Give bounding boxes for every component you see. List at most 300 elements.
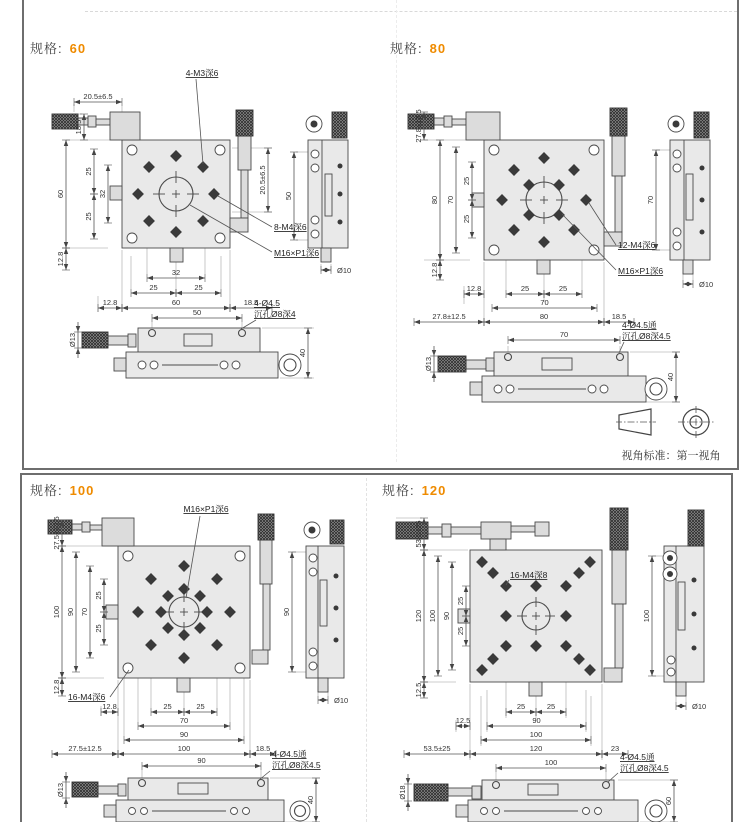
dim-arrow: [506, 292, 512, 296]
leader-note: 12-M4深6: [618, 240, 656, 250]
hole: [506, 385, 514, 393]
part: [444, 116, 452, 127]
part: [494, 352, 628, 376]
dim-label: 20.5±6.5: [83, 92, 113, 101]
hole: [673, 242, 681, 250]
dim-arrow: [88, 566, 92, 572]
dim-label: 25: [84, 167, 93, 176]
part: [263, 584, 270, 650]
dim-arrow: [266, 148, 270, 154]
micrometer-knurl: [396, 522, 428, 539]
part: [448, 788, 472, 796]
dim-arrow: [464, 640, 468, 646]
part: [110, 112, 140, 140]
part: [683, 260, 693, 274]
hole: [309, 648, 317, 656]
dim-arrow: [224, 306, 230, 310]
dim-arrow: [530, 710, 536, 714]
dim-arrow: [487, 724, 493, 728]
part: [321, 248, 331, 262]
hole: [311, 164, 319, 172]
hole: [589, 245, 599, 255]
part: [511, 526, 535, 532]
dim-label: 90: [66, 607, 75, 617]
dim-arrow: [292, 152, 296, 158]
dim-label: 80: [539, 312, 549, 321]
dim-arrow: [585, 738, 591, 742]
dim-label: 90: [532, 716, 541, 725]
part: [238, 136, 251, 170]
dim-label: 18.5: [611, 312, 627, 321]
hole: [231, 808, 238, 815]
dim-label: 25: [196, 702, 205, 711]
dim-arrow: [454, 147, 458, 153]
dim-arrow: [82, 114, 86, 120]
hole: [338, 220, 343, 225]
dim-label: 70: [80, 607, 89, 617]
hole: [235, 663, 245, 673]
dim-arrow: [147, 276, 153, 280]
leader-note: 16-M4深6: [68, 692, 106, 702]
part: [98, 786, 118, 794]
projection-symbols: [616, 406, 726, 440]
dim-label: 25: [149, 283, 158, 292]
dim-label: 20.5±6.5: [258, 165, 267, 195]
hole: [309, 554, 317, 562]
hole: [667, 571, 673, 577]
part: [128, 778, 268, 800]
dim-arrow: [255, 764, 261, 768]
dim-arrow: [481, 738, 487, 742]
part: [72, 524, 82, 530]
hole: [700, 198, 705, 203]
hole: [692, 578, 697, 583]
micrometer-knurl: [694, 112, 709, 138]
leader-note: 4-Ø4.5: [254, 298, 280, 308]
dim-label: 27.8±12.5: [414, 109, 423, 143]
dim-label: 12.8: [102, 298, 118, 307]
part: [470, 382, 482, 395]
dim-arrow: [422, 676, 426, 682]
dim-label: 100: [529, 730, 543, 739]
dim-arrow: [314, 816, 318, 822]
dim-arrow: [60, 672, 64, 678]
dim-arrow: [230, 306, 236, 310]
dim-arrow: [64, 140, 68, 146]
hole: [309, 662, 317, 670]
dim-arrow: [238, 738, 244, 742]
dim-arrow: [266, 206, 270, 212]
spec-heading-80: [390, 38, 446, 57]
dim-label: Ø10: [334, 696, 349, 705]
dim-arrow: [292, 234, 296, 240]
hole: [311, 230, 319, 238]
projection-note-text: 视角标准：第一视角: [621, 450, 721, 462]
dim-arrow: [404, 752, 410, 756]
dim-label: 25: [456, 626, 465, 636]
dim-label: 60: [171, 298, 181, 307]
hole: [334, 638, 339, 643]
part: [490, 539, 506, 550]
dim-label: 70: [446, 195, 455, 205]
dim-arrow: [470, 162, 474, 168]
dim-arrow: [492, 306, 498, 310]
part: [456, 805, 468, 817]
part: [88, 116, 96, 127]
dim-label: 25: [546, 702, 556, 711]
spec-value-60: 60: [69, 41, 87, 56]
dim-arrow: [596, 752, 602, 756]
hole: [311, 150, 319, 158]
hole: [232, 361, 240, 369]
dim-arrow: [322, 698, 328, 702]
part: [535, 522, 549, 536]
dim-arrow: [598, 320, 604, 324]
part: [306, 546, 344, 678]
dim-arrow: [52, 752, 58, 756]
dim-label: 100: [544, 758, 558, 767]
dim-label: 90: [179, 730, 189, 739]
part: [318, 678, 328, 692]
part: [482, 780, 614, 800]
dim-label: 40: [306, 795, 315, 805]
spec-value-80: 80: [429, 41, 447, 56]
part: [170, 248, 183, 262]
hole: [150, 361, 158, 369]
dim-label: Ø10: [699, 280, 714, 289]
spec-value-100: 100: [69, 483, 95, 498]
dim-arrow: [64, 242, 68, 248]
dim-arrow: [211, 710, 217, 714]
dim-label: 25: [516, 702, 526, 711]
hole: [600, 385, 608, 393]
dim-label: 25: [163, 702, 172, 711]
dim-arrow: [88, 652, 92, 658]
leader-note: M16×P1深6: [274, 248, 320, 258]
spec-value-120: 120: [421, 483, 447, 498]
leader-note: M16×P1深6: [618, 266, 664, 276]
dim-arrow: [184, 710, 190, 714]
hole: [127, 145, 137, 155]
dim-label: 27.5±12.5: [52, 516, 61, 550]
part: [104, 805, 116, 817]
dim-arrow: [454, 247, 458, 253]
hole: [692, 612, 697, 617]
dim-arrow: [74, 666, 78, 672]
dim-arrow: [650, 556, 654, 562]
hole: [338, 192, 343, 197]
dim-arrow: [290, 552, 294, 558]
part: [529, 682, 542, 696]
dim-arrow: [560, 710, 566, 714]
hole: [215, 233, 225, 243]
spec-heading-60: [30, 38, 86, 57]
dim-arrow: [325, 268, 331, 272]
dim-label: 70: [540, 298, 549, 307]
dim-label: 25: [456, 596, 465, 606]
dim-arrow: [450, 562, 454, 568]
part: [260, 540, 272, 584]
dim-label: Ø10: [337, 266, 352, 275]
hole: [123, 551, 133, 561]
dim-arrow: [224, 724, 230, 728]
dim-arrow: [170, 291, 176, 295]
dim-label: 90: [282, 607, 291, 617]
dim-arrow: [176, 291, 182, 295]
part: [486, 358, 494, 371]
dim-arrow: [106, 165, 110, 171]
dim-label: 100: [642, 609, 651, 623]
part: [676, 682, 686, 696]
dim-arrow: [199, 276, 205, 280]
dim-arrow: [314, 778, 318, 784]
spec-heading-100: [30, 480, 94, 499]
dim-label: 25: [462, 176, 471, 186]
dim-label: 12.8: [430, 262, 439, 278]
leader-note: 沉孔Ø8深4: [254, 309, 296, 319]
hole: [673, 228, 681, 236]
micrometer-knurl: [258, 514, 274, 540]
part: [252, 650, 268, 664]
dim-label: Ø13: [68, 332, 77, 348]
dim-arrow: [306, 328, 310, 334]
hole: [235, 551, 245, 561]
hole: [673, 150, 681, 158]
dim-label: 100: [428, 609, 437, 623]
micrometer-knurl: [414, 784, 448, 801]
part: [452, 119, 466, 125]
drawing-spec-80: [380, 56, 736, 412]
part: [138, 328, 260, 352]
dim-arrow: [536, 710, 542, 714]
dim-arrow: [591, 306, 597, 310]
hole: [141, 808, 148, 815]
dim-arrow: [122, 306, 128, 310]
hole: [215, 145, 225, 155]
dim-label: 60: [56, 189, 65, 199]
dim-label: 40: [298, 348, 307, 358]
dim-arrow: [116, 100, 122, 104]
dim-arrow: [92, 194, 96, 200]
dim-label: 25: [462, 214, 471, 224]
dim-label: 90: [197, 756, 206, 765]
dim-arrow: [600, 766, 606, 770]
dim-label: 60: [664, 796, 673, 806]
dim-arrow: [178, 710, 184, 714]
dim-label: 18.5: [255, 744, 271, 753]
dim-label: 12.5: [414, 682, 423, 698]
dim-label: Ø13: [424, 356, 433, 372]
hole: [673, 121, 680, 128]
part: [110, 186, 122, 200]
dim-arrow: [138, 724, 144, 728]
dim-arrow: [576, 292, 582, 296]
hole: [595, 808, 602, 815]
dim-arrow: [438, 254, 442, 260]
dim-arrow: [484, 320, 490, 324]
part: [108, 336, 128, 345]
hole: [129, 808, 136, 815]
spec-label: 规格:: [382, 483, 415, 498]
dim-arrow: [672, 816, 676, 822]
part: [466, 112, 500, 140]
dim-label: 50: [192, 308, 202, 317]
dim-label: 32: [171, 268, 181, 277]
dim-label: 23: [610, 744, 620, 753]
hole: [220, 361, 228, 369]
dim-label: 100: [52, 605, 61, 619]
spec-label: 规格:: [390, 41, 423, 56]
hole: [311, 216, 319, 224]
dim-arrow: [687, 282, 693, 286]
leader-note: 沉孔Ø8深4.5: [622, 331, 671, 341]
part: [102, 518, 134, 546]
dim-arrow: [102, 612, 106, 618]
hole: [334, 574, 339, 579]
leader-note: 沉孔Ø8深4.5: [620, 763, 669, 773]
spec-label: 规格:: [30, 41, 63, 56]
part: [612, 136, 625, 176]
dim-label: 120: [529, 744, 543, 753]
leader-note: 沉孔Ø8深4.5: [272, 760, 321, 770]
dim-arrow: [152, 316, 158, 320]
dim-label: Ø13: [56, 782, 65, 798]
hole: [583, 808, 590, 815]
dim-arrow: [102, 579, 106, 585]
hole: [588, 385, 596, 393]
dim-arrow: [244, 752, 250, 756]
dim-label: 25: [520, 284, 530, 293]
micrometer-knurl: [688, 510, 704, 546]
part: [434, 118, 444, 125]
dim-arrow: [650, 670, 654, 676]
dim-arrow: [236, 316, 242, 320]
dim-label: 40: [666, 372, 675, 382]
part: [442, 524, 451, 537]
dim-arrow: [436, 556, 440, 562]
hole: [243, 808, 250, 815]
dim-arrow: [506, 710, 512, 714]
first-angle-icon: [678, 406, 714, 438]
part: [114, 358, 126, 371]
leader-note: 16-M4深8: [510, 570, 548, 580]
dim-label: 12.5: [455, 716, 471, 725]
part: [612, 550, 626, 604]
dim-arrow: [614, 338, 620, 342]
micrometer-knurl: [438, 356, 466, 372]
hole: [309, 527, 316, 534]
dim-label: 70: [646, 195, 655, 205]
hole: [309, 568, 317, 576]
hole: [334, 606, 339, 611]
dim-label: 12.8: [52, 679, 61, 695]
dim-label: Ø10: [692, 702, 707, 711]
dim-label: 18.5: [74, 119, 83, 135]
dim-arrow: [118, 752, 124, 756]
hole: [667, 668, 675, 676]
dim-arrow: [422, 550, 426, 556]
dim-arrow: [604, 320, 610, 324]
dim-label: 12.8: [466, 284, 482, 293]
projection-note: [596, 406, 746, 463]
part: [472, 786, 481, 799]
dim-arrow: [470, 752, 476, 756]
dim-label: 120: [414, 609, 423, 623]
dim-arrow: [215, 291, 221, 295]
dim-arrow: [538, 292, 544, 296]
part: [428, 527, 442, 534]
spec-label: 规格:: [30, 483, 63, 498]
hole: [589, 145, 599, 155]
dim-arrow: [106, 217, 110, 223]
dim-arrow: [124, 738, 130, 742]
dim-label: 80: [430, 195, 439, 205]
micrometer-knurl: [236, 110, 253, 136]
dim-arrow: [602, 752, 608, 756]
hole: [700, 230, 705, 235]
drawing-spec-120: [372, 500, 730, 822]
micrometer-knurl: [332, 112, 347, 138]
dim-label: 70: [179, 716, 189, 725]
dim-arrow: [414, 320, 420, 324]
dim-arrow: [131, 291, 137, 295]
dim-label: 25: [558, 284, 568, 293]
dim-arrow: [438, 140, 442, 146]
hole: [338, 164, 343, 169]
micrometer-knurl: [330, 520, 344, 544]
part: [451, 527, 481, 534]
leader-note: 8-M4深6: [274, 222, 307, 232]
hole: [667, 656, 675, 664]
hole: [645, 378, 667, 400]
hole: [692, 646, 697, 651]
dim-arrow: [102, 606, 106, 612]
dim-label: 12.8: [102, 702, 117, 711]
frustum-icon: [616, 409, 656, 435]
hole: [673, 164, 681, 172]
dim-arrow: [544, 292, 550, 296]
part: [481, 522, 511, 539]
dim-label: 90: [442, 611, 451, 621]
dim-arrow: [470, 232, 474, 238]
hole: [667, 555, 673, 561]
part: [118, 784, 126, 796]
dim-arrow: [674, 396, 678, 402]
hole: [489, 145, 499, 155]
leader-note: 4-Ø4.5通: [620, 752, 655, 762]
dim-arrow: [306, 372, 310, 378]
part: [96, 119, 110, 125]
dim-arrow: [74, 100, 80, 104]
leader-note: 4-M3深6: [185, 68, 219, 78]
dim-arrow: [508, 338, 514, 342]
dim-arrow: [92, 149, 96, 155]
hole: [138, 361, 146, 369]
dim-arrow: [680, 704, 686, 708]
dim-arrow: [654, 150, 658, 156]
dim-arrow: [580, 724, 586, 728]
dim-label: 27.8±12.5: [432, 312, 466, 321]
part: [82, 522, 90, 532]
part: [466, 360, 486, 369]
drawing-spec-100: [18, 500, 368, 822]
part: [604, 668, 622, 682]
hole: [311, 121, 318, 128]
dim-label: 12.8: [56, 251, 65, 267]
dim-label: 100: [177, 744, 191, 753]
micrometer-knurl: [610, 508, 628, 550]
dim-label: 27.5±12.5: [68, 744, 102, 753]
